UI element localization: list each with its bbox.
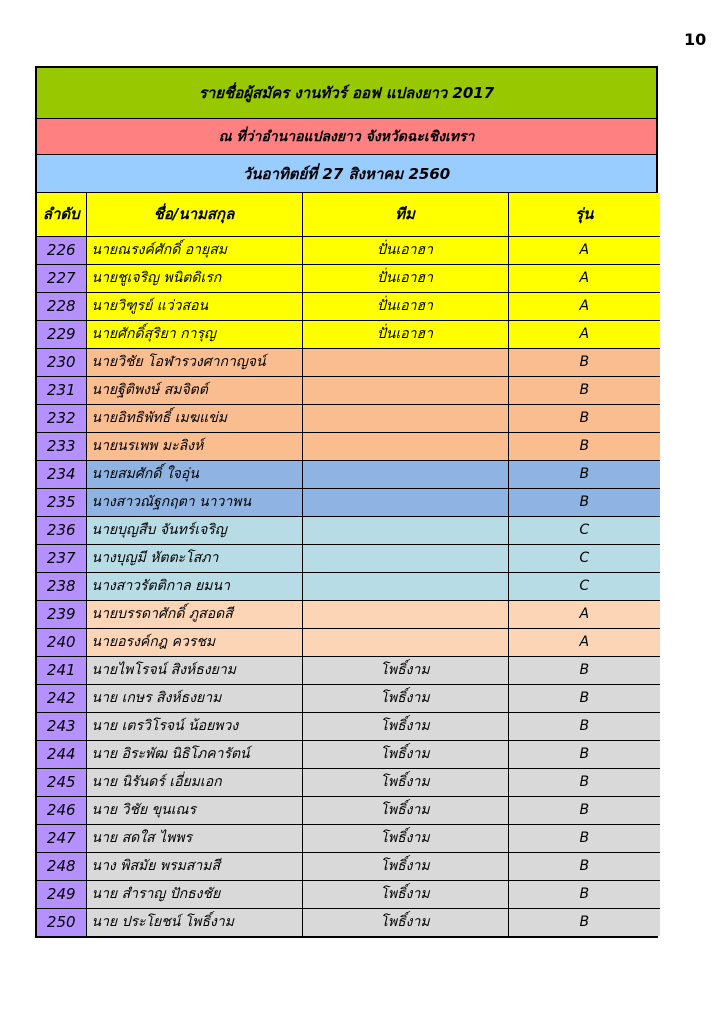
row-number: 232	[37, 404, 86, 432]
row-number: 240	[37, 628, 86, 656]
table-row	[37, 740, 660, 768]
row-name: นาย เกษร สิงห์ธงยาม	[86, 684, 302, 712]
row-number: 248	[37, 852, 86, 880]
table-row	[37, 320, 660, 348]
row-team	[302, 376, 508, 404]
row-team	[302, 432, 508, 460]
row-class: A	[508, 264, 660, 292]
row-number: 226	[37, 236, 86, 264]
row-name: นายวิชัย โอฬารวงศากาญจน์	[86, 348, 302, 376]
row-number: 247	[37, 824, 86, 852]
row-number: 245	[37, 768, 86, 796]
row-number: 235	[37, 488, 86, 516]
row-team: โพธิ์งาม	[302, 824, 508, 852]
sheet-location: ณ ที่ว่าอำนาอแปลงยาว จังหวัดฉะเชิงเทรา	[37, 119, 656, 155]
table-row	[37, 432, 660, 460]
row-class: B	[508, 348, 660, 376]
row-number: 231	[37, 376, 86, 404]
row-class: A	[508, 236, 660, 264]
row-class: B	[508, 880, 660, 908]
row-class: B	[508, 488, 660, 516]
row-number: 242	[37, 684, 86, 712]
row-team: ปั่นเอาฮา	[302, 292, 508, 320]
row-team: โพธิ์งาม	[302, 796, 508, 824]
row-number: 246	[37, 796, 86, 824]
table-row	[37, 348, 660, 376]
row-team	[302, 404, 508, 432]
row-class: B	[508, 656, 660, 684]
row-team	[302, 572, 508, 600]
row-class: B	[508, 740, 660, 768]
row-class: C	[508, 544, 660, 572]
row-name: นาย ประโยชน์ โพธิ์งาม	[86, 908, 302, 936]
row-class: A	[508, 600, 660, 628]
row-team: โพธิ์งาม	[302, 908, 508, 936]
row-team	[302, 544, 508, 572]
table-row	[37, 712, 660, 740]
row-class: B	[508, 768, 660, 796]
table-row	[37, 572, 660, 600]
row-team	[302, 628, 508, 656]
row-class: B	[508, 796, 660, 824]
column-header-order: ลำดับ	[37, 193, 86, 236]
row-team	[302, 488, 508, 516]
row-team: โพธิ์งาม	[302, 880, 508, 908]
row-number: 238	[37, 572, 86, 600]
row-class: B	[508, 852, 660, 880]
row-number: 236	[37, 516, 86, 544]
table-header-row	[37, 193, 660, 236]
row-number: 243	[37, 712, 86, 740]
row-team: ปั่นเอาฮา	[302, 236, 508, 264]
row-number: 229	[37, 320, 86, 348]
row-class: C	[508, 572, 660, 600]
table-row	[37, 600, 660, 628]
row-team: ปั่นเอาฮา	[302, 264, 508, 292]
row-name: นายบุญสืบ จันทร์เจริญ	[86, 516, 302, 544]
table-row	[37, 404, 660, 432]
row-number: 250	[37, 908, 86, 936]
row-class: A	[508, 628, 660, 656]
table-row	[37, 376, 660, 404]
row-number: 241	[37, 656, 86, 684]
row-class: B	[508, 460, 660, 488]
row-number: 230	[37, 348, 86, 376]
row-name: นายณรงค์ศักดิ์ อายุสม	[86, 236, 302, 264]
row-number: 237	[37, 544, 86, 572]
sheet-title: รายชื่อผู้สมัคร งานทัวร์ ออฟ แปลงยาว 2017	[37, 68, 656, 119]
row-name: นายไพโรจน์ สิงห์ธงยาม	[86, 656, 302, 684]
row-class: B	[508, 908, 660, 936]
row-name: นางสาวรัตติกาล ยมนา	[86, 572, 302, 600]
row-number: 249	[37, 880, 86, 908]
row-number: 244	[37, 740, 86, 768]
row-name: นาย นิรันดร์ เอี่ยมเอก	[86, 768, 302, 796]
table-row	[37, 656, 660, 684]
row-class: B	[508, 824, 660, 852]
table-row	[37, 264, 660, 292]
row-class: B	[508, 684, 660, 712]
table-row	[37, 516, 660, 544]
page-number: 10	[684, 30, 707, 49]
row-name: นายบรรดาศักดิ์ ภูสอดสี	[86, 600, 302, 628]
row-name: นายฐิติพงษ์ สมจิตต์	[86, 376, 302, 404]
row-team: ปั่นเอาฮา	[302, 320, 508, 348]
row-name: นาย วิชัย ขุนเณร	[86, 796, 302, 824]
table-row	[37, 236, 660, 264]
table-row	[37, 488, 660, 516]
column-header-class: รุ่น	[508, 193, 660, 236]
row-team: โพธิ์งาม	[302, 684, 508, 712]
table-row	[37, 880, 660, 908]
row-team	[302, 600, 508, 628]
row-name: นางสาวณัฐกฤตา นาวาพน	[86, 488, 302, 516]
row-name: นายชูเจริญ พนิตดิเรก	[86, 264, 302, 292]
row-team	[302, 460, 508, 488]
row-team: โพธิ์งาม	[302, 852, 508, 880]
participant-table	[37, 193, 660, 936]
table-row	[37, 796, 660, 824]
row-name: นาง พิสมัย พรมสามสี	[86, 852, 302, 880]
row-name: นายนรเพพ มะลิงห์	[86, 432, 302, 460]
row-name: นายวิฑูรย์ แว่วสอน	[86, 292, 302, 320]
row-name: นาย สดใส ไพพร	[86, 824, 302, 852]
row-name: นาย สำราญ ปักธงชัย	[86, 880, 302, 908]
row-class: B	[508, 432, 660, 460]
row-number: 227	[37, 264, 86, 292]
table-row	[37, 768, 660, 796]
row-name: นาย เตรวิโรจน์ น้อยพวง	[86, 712, 302, 740]
table-row	[37, 292, 660, 320]
row-class: B	[508, 712, 660, 740]
row-team: โพธิ์งาม	[302, 656, 508, 684]
table-row	[37, 544, 660, 572]
row-name: นางบุญมี หัตตะโสภา	[86, 544, 302, 572]
row-team: โพธิ์งาม	[302, 768, 508, 796]
table-row	[37, 684, 660, 712]
table-row	[37, 852, 660, 880]
row-class: A	[508, 320, 660, 348]
table-row	[37, 824, 660, 852]
table-row	[37, 628, 660, 656]
registration-sheet	[35, 66, 658, 938]
row-name: นายศักดิ์สุริยา การุญ	[86, 320, 302, 348]
row-name: นายสมศักดิ์ ใจอุ่น	[86, 460, 302, 488]
sheet-date: วันอาทิตย์ที่ 27 สิงหาคม 2560	[37, 155, 656, 193]
table-row	[37, 908, 660, 936]
row-name: นายอิทธิพัทธิ์ เมฆแข่ม	[86, 404, 302, 432]
row-team: โพธิ์งาม	[302, 712, 508, 740]
row-class: B	[508, 404, 660, 432]
row-number: 233	[37, 432, 86, 460]
row-team: โพธิ์งาม	[302, 740, 508, 768]
row-number: 234	[37, 460, 86, 488]
row-class: C	[508, 516, 660, 544]
row-name: นาย อิระพัฒ นิธิโภคารัตน์	[86, 740, 302, 768]
row-class: A	[508, 292, 660, 320]
column-header-name: ชื่อ/นามสกุล	[86, 193, 302, 236]
table-row	[37, 460, 660, 488]
row-name: นายอรงค์กฎ ควรชม	[86, 628, 302, 656]
row-number: 228	[37, 292, 86, 320]
column-header-team: ทีม	[302, 193, 508, 236]
row-team	[302, 348, 508, 376]
row-class: B	[508, 376, 660, 404]
row-team	[302, 516, 508, 544]
row-number: 239	[37, 600, 86, 628]
